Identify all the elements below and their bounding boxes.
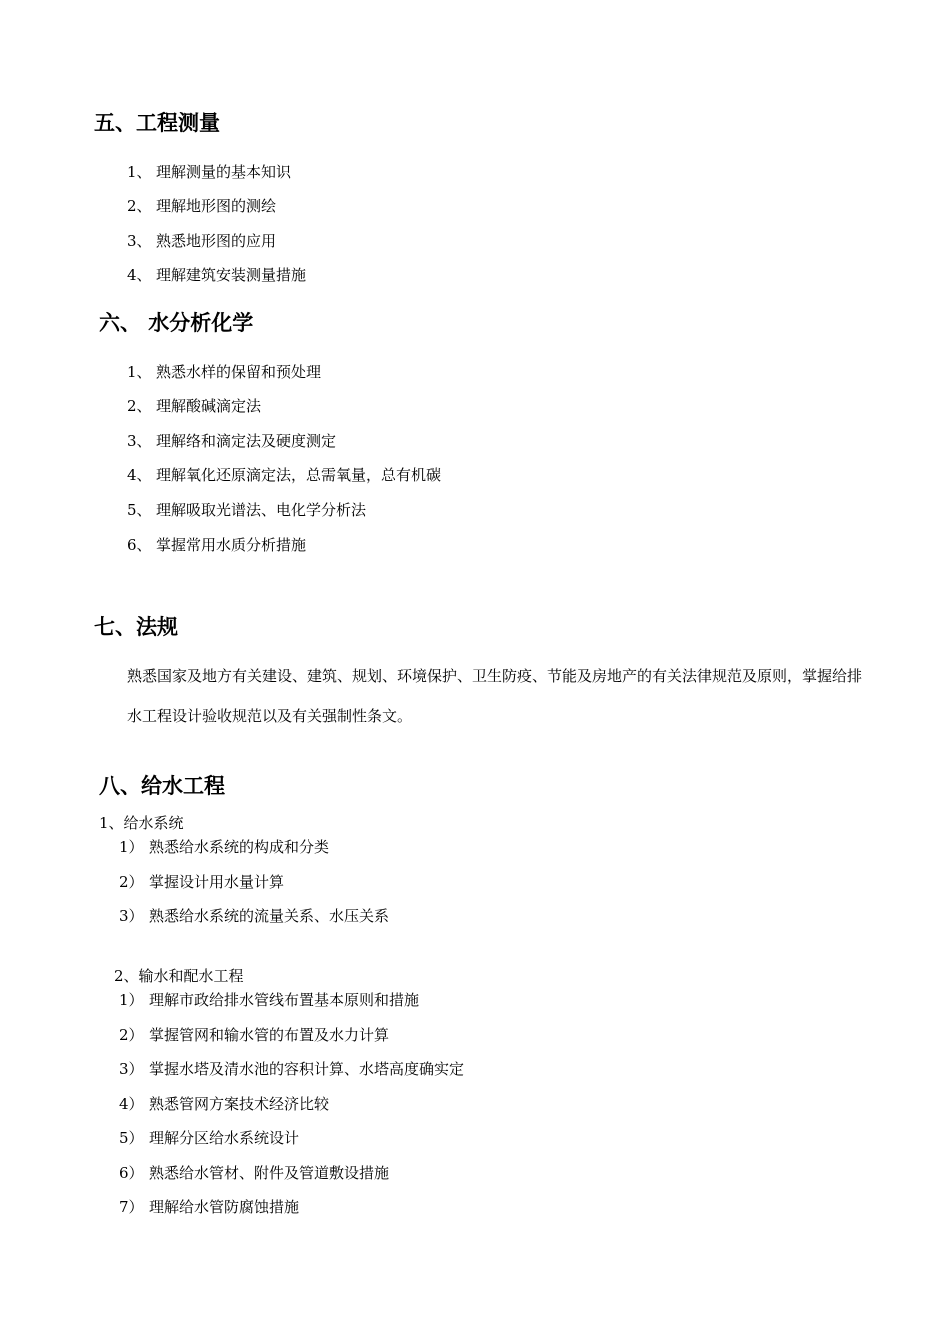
section-7-heading: 七、法规 <box>94 615 178 639</box>
list-item: 5） 理解分区给水系统设计 <box>119 1129 300 1147</box>
subsection-title: 2、输水和配水工程 <box>114 967 244 985</box>
section-6-heading: 六、 水分析化学 <box>99 311 254 335</box>
list-item: 3） 掌握水塔及清水池的容积计算、水塔高度确实定 <box>119 1060 465 1078</box>
list-item: 2） 掌握设计用水量计算 <box>119 873 285 891</box>
list-item: 2、 理解酸碱滴定法 <box>127 397 262 415</box>
list-item: 4、 理解氧化还原滴定法，总需氧量，总有机碳 <box>127 466 442 484</box>
list-item: 5、 理解吸取光谱法、电化学分析法 <box>127 501 367 519</box>
list-item: 3） 熟悉给水系统的流量关系、水压关系 <box>119 907 390 925</box>
list-item: 2） 掌握管网和输水管的布置及水力计算 <box>119 1026 390 1044</box>
list-item: 4、 理解建筑安装测量措施 <box>127 266 307 284</box>
list-item: 7） 理解给水管防腐蚀措施 <box>119 1198 300 1216</box>
list-item: 3、 熟悉地形图的应用 <box>127 232 277 250</box>
list-item: 6、 掌握常用水质分析措施 <box>127 536 307 554</box>
list-item: 2、 理解地形图的测绘 <box>127 197 277 215</box>
list-item: 1） 理解市政给排水管线布置基本原则和措施 <box>119 991 420 1009</box>
list-item: 6） 熟悉给水管材、附件及管道敷设措施 <box>119 1164 390 1182</box>
list-item: 1、 熟悉水样的保留和预处理 <box>127 363 322 381</box>
list-item: 4） 熟悉管网方案技术经济比较 <box>119 1095 330 1113</box>
subsection-title: 1、给水系统 <box>99 814 184 832</box>
list-item: 3、 理解络和滴定法及硬度测定 <box>127 432 337 450</box>
list-item: 1） 熟悉给水系统的构成和分类 <box>119 838 330 856</box>
list-item: 1、 理解测量的基本知识 <box>127 163 292 181</box>
regulation-paragraph: 熟悉国家及地方有关建设、建筑、规划、环境保护、卫生防疫、节能及房地产的有关法律规范及原则，掌握给排水工程设计验收规范以及有关强制性条文。 <box>127 667 863 725</box>
section-5-heading: 五、工程测量 <box>94 111 220 135</box>
section-8-heading: 八、给水工程 <box>99 774 225 798</box>
